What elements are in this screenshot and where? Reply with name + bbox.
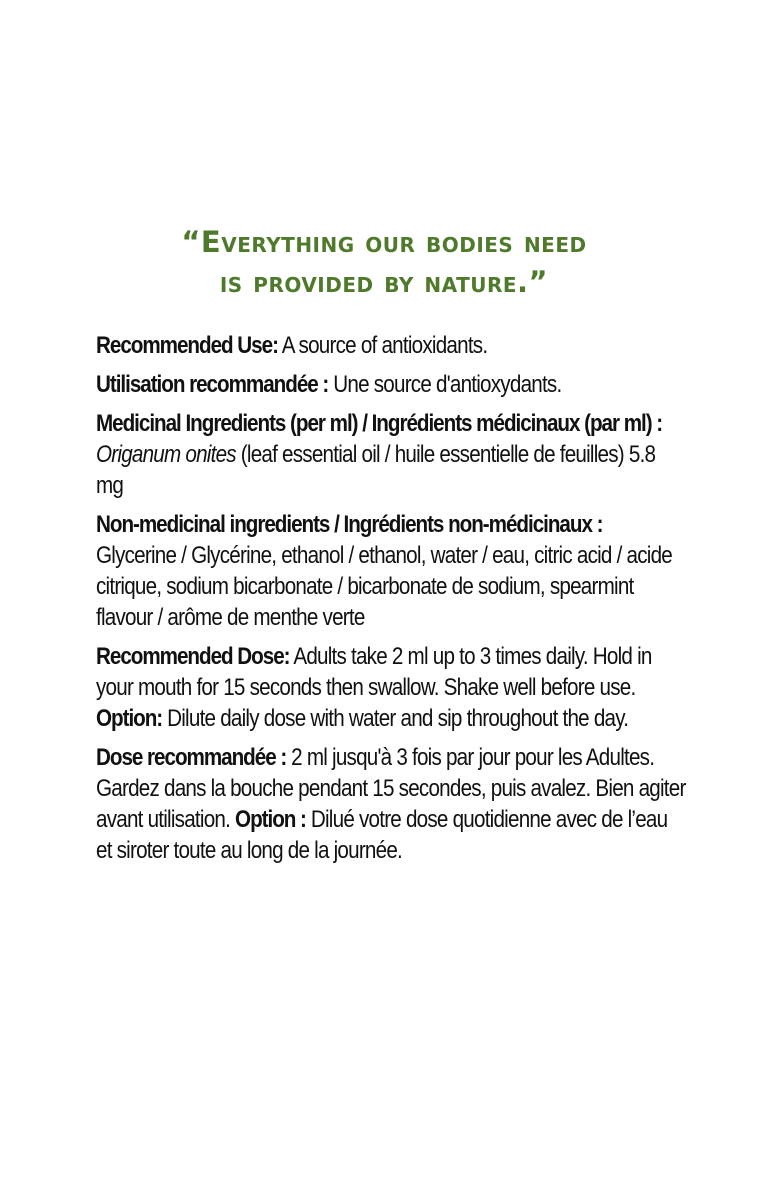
quote-line-1: “Everything our bodies need: [181, 225, 587, 259]
dose-en-option-label: Option:: [96, 705, 163, 732]
dose-en-option-text: Dilute daily dose with water and sip throughout the day.: [167, 705, 629, 732]
dose-fr-label: Dose recommandée :: [96, 744, 287, 771]
utilisation-label: Utilisation recommandée :: [96, 371, 329, 398]
dose-en-text: Adults take 2 ml up to 3 times daily. Hold in your mouth for 15 seconds then swallow. Shake well before use.: [96, 643, 652, 701]
medicinal-ingredients: [96, 408, 686, 501]
product-info: [96, 330, 686, 874]
quote-line-2: is provided by nature.”: [219, 265, 549, 299]
nature-quote: [0, 222, 768, 302]
dose-fr-option-text: Dilué votre dose quotidienne avec de l’eau et siroter toute au long de la journée.: [96, 806, 668, 864]
dose-recommandee: [96, 742, 686, 866]
dose-en-label: Recommended Dose:: [96, 643, 290, 670]
non-medicinal-label: Non-medicinal ingredients / Ingrédients non-médicinaux :: [96, 511, 603, 538]
utilisation-text: Une source d'antioxydants.: [333, 371, 562, 398]
dose-fr-option-label: Option :: [235, 806, 306, 833]
recommended-dose: [96, 641, 686, 734]
non-medicinal-ingredients: [96, 509, 686, 633]
recommended-use-text: A source of antioxidants.: [281, 332, 488, 359]
recommended-use: [96, 330, 686, 361]
medicinal-species: Origanum onites: [96, 441, 236, 468]
medicinal-label: Medicinal Ingredients (per ml) / Ingrédients médicinaux (par ml) :: [96, 410, 663, 437]
medicinal-text: (leaf essential oil / huile essentielle de feuilles) 5.8 mg: [96, 441, 656, 499]
recommended-use-label: Recommended Use:: [96, 332, 278, 359]
dose-fr-text: 2 ml jusqu'à 3 fois par jour pour les Adultes. Gardez dans la bouche pendant 15 secondes, puis avalez. Bien agiter avant utilisation.: [96, 744, 686, 833]
non-medicinal-text: Glycerine / Glycérine, ethanol / ethanol, water / eau, citric acid / acide citrique, sodium bicarbonate / bicarbonate de sodium, spearmint flavour / arôme de menthe verte: [96, 542, 672, 631]
utilisation-recommandee: [96, 369, 686, 400]
